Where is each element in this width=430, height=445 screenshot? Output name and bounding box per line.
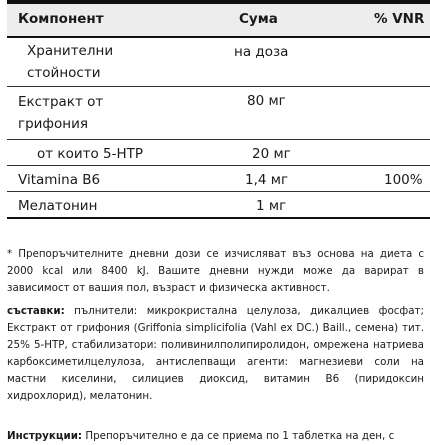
nutrition-table [7, 38, 430, 219]
table-row [7, 140, 430, 166]
row-name: Vitamina B6 [18, 172, 101, 188]
ingredients-label: съставки: [7, 305, 65, 318]
header-amount: Сума [239, 11, 278, 27]
row-name: от които 5-HTP [37, 146, 144, 162]
row-name: Мелатонин [18, 198, 98, 214]
instructions-paragraph [7, 428, 424, 445]
ingredients-text: пълнители: микрокристална целулоза, дикалциев фосфат; Екстракт от грифония (Griffonia simplicifolia (Vahl ex DC.) Baill., семена) тит. 25% 5-HTP, стабилизатори: поливинилполипиролидон, омрежена натриева карбоксиметилцелулоза, антислепващи агенти: магнезиеви соли на мастни киселини, силициев диоксид, витамин B6 (пиридоксин хидрохлорид), мелатонин. [7, 305, 424, 403]
row-amount: 1,4 мг [245, 172, 289, 188]
row-amount: 20 мг [252, 146, 291, 162]
instructions-label: Инструкции: [7, 430, 83, 443]
table-header [7, 4, 430, 38]
row-name: Екстракт от грифония [18, 94, 104, 132]
table-row [7, 87, 430, 140]
instructions-text: Препоръчително е да се приема по 1 таблетка на ден, с [82, 430, 395, 443]
row-amount: 80 мг [247, 93, 286, 109]
footnote: * Препоръчителните дневни дози се изчисляват въз основа на диета с 2000 kcal или 8400 kJ. Вашите дневни нужди може да варират в зависимост от вашия пол, възраст и физическа активност. [7, 248, 424, 295]
header-component: Компонент [18, 11, 104, 27]
ingredients-paragraph [7, 303, 424, 405]
table-row [7, 38, 430, 87]
row-amount: на доза [234, 44, 289, 60]
row-amount: 1 мг [256, 198, 287, 214]
table-row [7, 192, 430, 219]
table-row [7, 166, 430, 192]
row-name: Хранителни стойности [27, 43, 114, 81]
row-vnr: 100% [384, 172, 423, 188]
header-vnr: % VNR [374, 11, 425, 27]
